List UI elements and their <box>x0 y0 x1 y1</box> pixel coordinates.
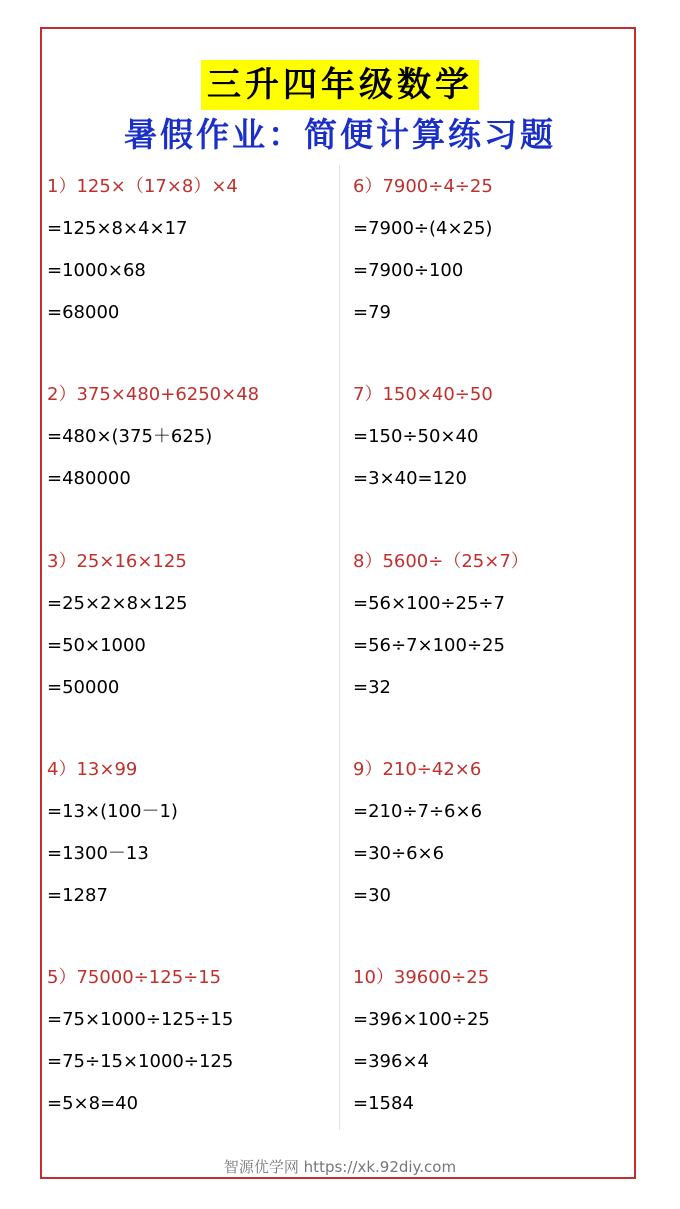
problem-step: =30 <box>353 885 391 906</box>
problem-question: 8）5600÷（25×7） <box>353 551 529 572</box>
problem-6 <box>353 170 638 338</box>
problem-question: 3）25×16×125 <box>47 551 187 572</box>
page-subtitle: 暑假作业：简便计算练习题 <box>124 115 556 154</box>
problem-step: =75÷15×1000÷125 <box>47 1051 234 1072</box>
problem-step: =1000×68 <box>47 260 146 281</box>
problem-step: =1300－13 <box>47 843 149 864</box>
problem-step: =3×40=120 <box>353 468 467 489</box>
problem-step: =75×1000÷125÷15 <box>47 1009 234 1030</box>
problem-step: =396×4 <box>353 1051 429 1072</box>
problem-question: 1）125×（17×8）×4 <box>47 176 238 197</box>
problem-question: 6）7900÷4÷25 <box>353 176 493 197</box>
page-title: 三升四年级数学 <box>201 60 479 110</box>
problem-step: =56÷7×100÷25 <box>353 635 505 656</box>
problem-step: =5×8=40 <box>47 1093 139 1114</box>
problem-question: 9）210÷42×6 <box>353 759 482 780</box>
problem-1 <box>47 170 332 338</box>
problem-10 <box>353 961 638 1129</box>
problem-step: =480×(375＋625) <box>47 426 213 447</box>
problem-question: 7）150×40÷50 <box>353 384 493 405</box>
column-divider <box>339 165 340 1130</box>
problem-9 <box>353 753 638 921</box>
title-wrapper <box>0 60 680 110</box>
problem-4 <box>47 753 332 921</box>
problem-step: =125×8×4×17 <box>47 218 188 239</box>
problem-step: =56×100÷25÷7 <box>353 593 505 614</box>
problem-question: 2）375×480+6250×48 <box>47 384 260 405</box>
problem-step: =68000 <box>47 302 120 323</box>
footer-watermark: 智源优学网 https://xk.92diy.com <box>223 1158 457 1176</box>
problem-step: =30÷6×6 <box>353 843 445 864</box>
problem-step: =25×2×8×125 <box>47 593 188 614</box>
problem-step: =480000 <box>47 468 131 489</box>
problem-step: =50000 <box>47 677 120 698</box>
problem-step: =7900÷100 <box>353 260 464 281</box>
problem-step: =1584 <box>353 1093 414 1114</box>
problem-step: =7900÷(4×25) <box>353 218 493 239</box>
problem-question: 10）39600÷25 <box>353 967 490 988</box>
problem-step: =210÷7÷6×6 <box>353 801 483 822</box>
problem-step: =50×1000 <box>47 635 146 656</box>
problem-step: =13×(100－1) <box>47 801 178 822</box>
problem-3 <box>47 545 332 713</box>
problem-5 <box>47 961 332 1129</box>
problem-question: 5）75000÷125÷15 <box>47 967 222 988</box>
problem-step: =32 <box>353 677 391 698</box>
problem-step: =150÷50×40 <box>353 426 479 447</box>
problem-question: 4）13×99 <box>47 759 138 780</box>
problem-step: =396×100÷25 <box>353 1009 490 1030</box>
problem-7 <box>353 378 638 504</box>
problem-8 <box>353 545 638 713</box>
problem-step: =1287 <box>47 885 108 906</box>
problem-step: =79 <box>353 302 391 323</box>
problem-2 <box>47 378 332 504</box>
